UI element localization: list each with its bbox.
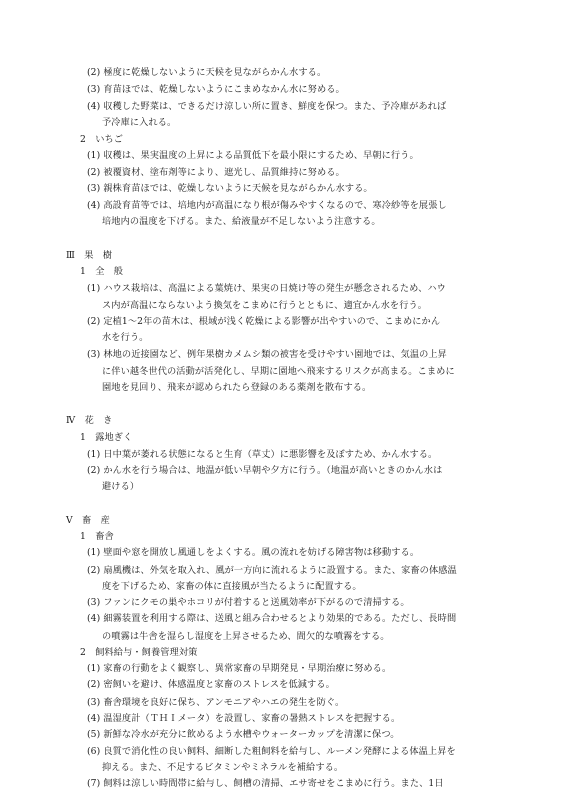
text-line: 避ける） xyxy=(102,481,140,493)
text-line: (2) 密飼いを避け、体感温度と家畜のストレスを低減する。 xyxy=(87,679,335,691)
text-line: (7) 飼料は涼しい時間帯に給与し、飼槽の清掃、エサ寄せをこまめに行う。また、1日 xyxy=(87,778,444,789)
text-line: (1) 収穫は、果実温度の上昇による品質低下を最小限にするため、早朝に行う。 xyxy=(87,150,419,162)
text-line: 予冷庫に入れる。 xyxy=(102,116,177,128)
text-line: (2) 定植1～2年の苗木は、根域が浅く乾燥による影響が出やすいので、こまめにかん xyxy=(87,315,441,327)
text-line: (1) 壁面や窓を開放し風通しをよくする。風の流れを妨げる障害物は移動する。 xyxy=(87,547,420,559)
text-line: (2) 被覆資材、塗布剤等により、遮光し、品質維持に努める。 xyxy=(87,166,345,178)
text-line: (2) 極度に乾燥しないように天候を見ながらかん水する。 xyxy=(87,67,327,78)
subsection-heading: 2 いちご xyxy=(80,134,124,145)
section-heading: Ⅳ 花 き xyxy=(66,415,113,427)
text-line: (3) ファンにクモの巣やホコリが付着すると送風効率が下がるので清掃する。 xyxy=(87,597,410,609)
text-line: に伴い越冬世代の活動が活発化し、早期に園地へ飛来するリスクが高まる。こまめに xyxy=(102,365,455,377)
text-line: (2) 扇風機は、外気を取入れ、風が一方向に流れるように設置する。また、家畜の体感温 xyxy=(87,564,457,576)
text-line: 抑える。また、不足するビタミンやミネラルを補給する。 xyxy=(102,761,344,773)
text-line: (4) 温湿度計（ＴＨＩメータ）を設置し、家畜の暑熱ストレスを把握する。 xyxy=(87,712,401,724)
subsection-heading: 1 畜舎 xyxy=(80,531,114,543)
section-heading: Ⅲ 果 樹 xyxy=(66,249,113,261)
text-line: ス内が高温にならないよう換気をこまめに行うとともに、適宜かん水を行う。 xyxy=(102,299,428,311)
text-line: (3) 親株育苗ほでは、乾燥しないように天候を見ながらかん水する。 xyxy=(87,182,373,194)
section-heading: Ⅴ 畜 産 xyxy=(66,514,110,526)
text-line: 培地内の温度を下げる。また、給液量が不足しないよう注意する。 xyxy=(102,216,381,228)
text-line: (1) 家畜の行動をよく観察し、異常家畜の早期発見・早期治療に努める。 xyxy=(87,663,392,675)
text-line: (1) 日中葉が萎れる状態になると生育（草丈）に悪影響を及ぼすため、かん水する。 xyxy=(87,448,438,460)
subsection-heading: 1 露地ぎく xyxy=(80,431,133,443)
subsection-heading: 2 飼料給与・飼養管理対策 xyxy=(80,646,198,658)
text-line: (4) 高設育苗等では、培地内が高温になり根が傷みやすくなるので、寒冷紗等を展張し xyxy=(87,200,447,211)
text-line: (6) 良質で消化性の良い飼料、細断した粗飼料を給与し、ルーメン発酵による体温上昇を xyxy=(87,745,456,757)
text-line: (4) 細霧装置を利用する際は、送風と組み合わせるとより効果的である。ただし、長時間 xyxy=(87,613,457,625)
text-line: 園地を見回り、飛来が認められたら登録のある薬剤を散布する。 xyxy=(102,381,372,393)
text-line: 度を下げるため、家畜の体に直接風が当たるように配置する。 xyxy=(102,580,362,592)
text-line: 水を行う。 xyxy=(102,332,149,344)
text-line: (3) 林地の近接園など、例年果樹カメムシ類の被害を受けやすい園地では、気温の上昇 xyxy=(87,349,447,361)
text-line: (5) 新鮮な冷水が充分に飲めるよう水槽やウォーターカップを清潔に保つ。 xyxy=(87,729,400,741)
text-line: の噴霧は牛舎を湿らし湿度を上昇させるため、間欠的な噴霧をする。 xyxy=(102,630,390,642)
text-line: (4) 収穫した野菜は、できるだけ涼しい所に置き、鮮度を保つ。また、予冷庫があれば xyxy=(87,100,447,112)
text-line: (3) 畜舎環境を良好に保ち、アンモニアやハエの発生を防ぐ。 xyxy=(87,696,345,708)
text-line: (1) ハウス栽培は、高温による葉焼け、果実の日焼け等の発生が懸念されるため、ハウ xyxy=(87,283,446,295)
text-line: (3) 育苗ほでは、乾燥しないようにこまめなかん水に努める。 xyxy=(87,84,345,96)
subsection-heading: 1 全 般 xyxy=(80,266,124,277)
text-line: (2) かん水を行う場合は、地温が低い早朝や夕方に行う。（地温が高いときのかん水は xyxy=(87,465,443,477)
